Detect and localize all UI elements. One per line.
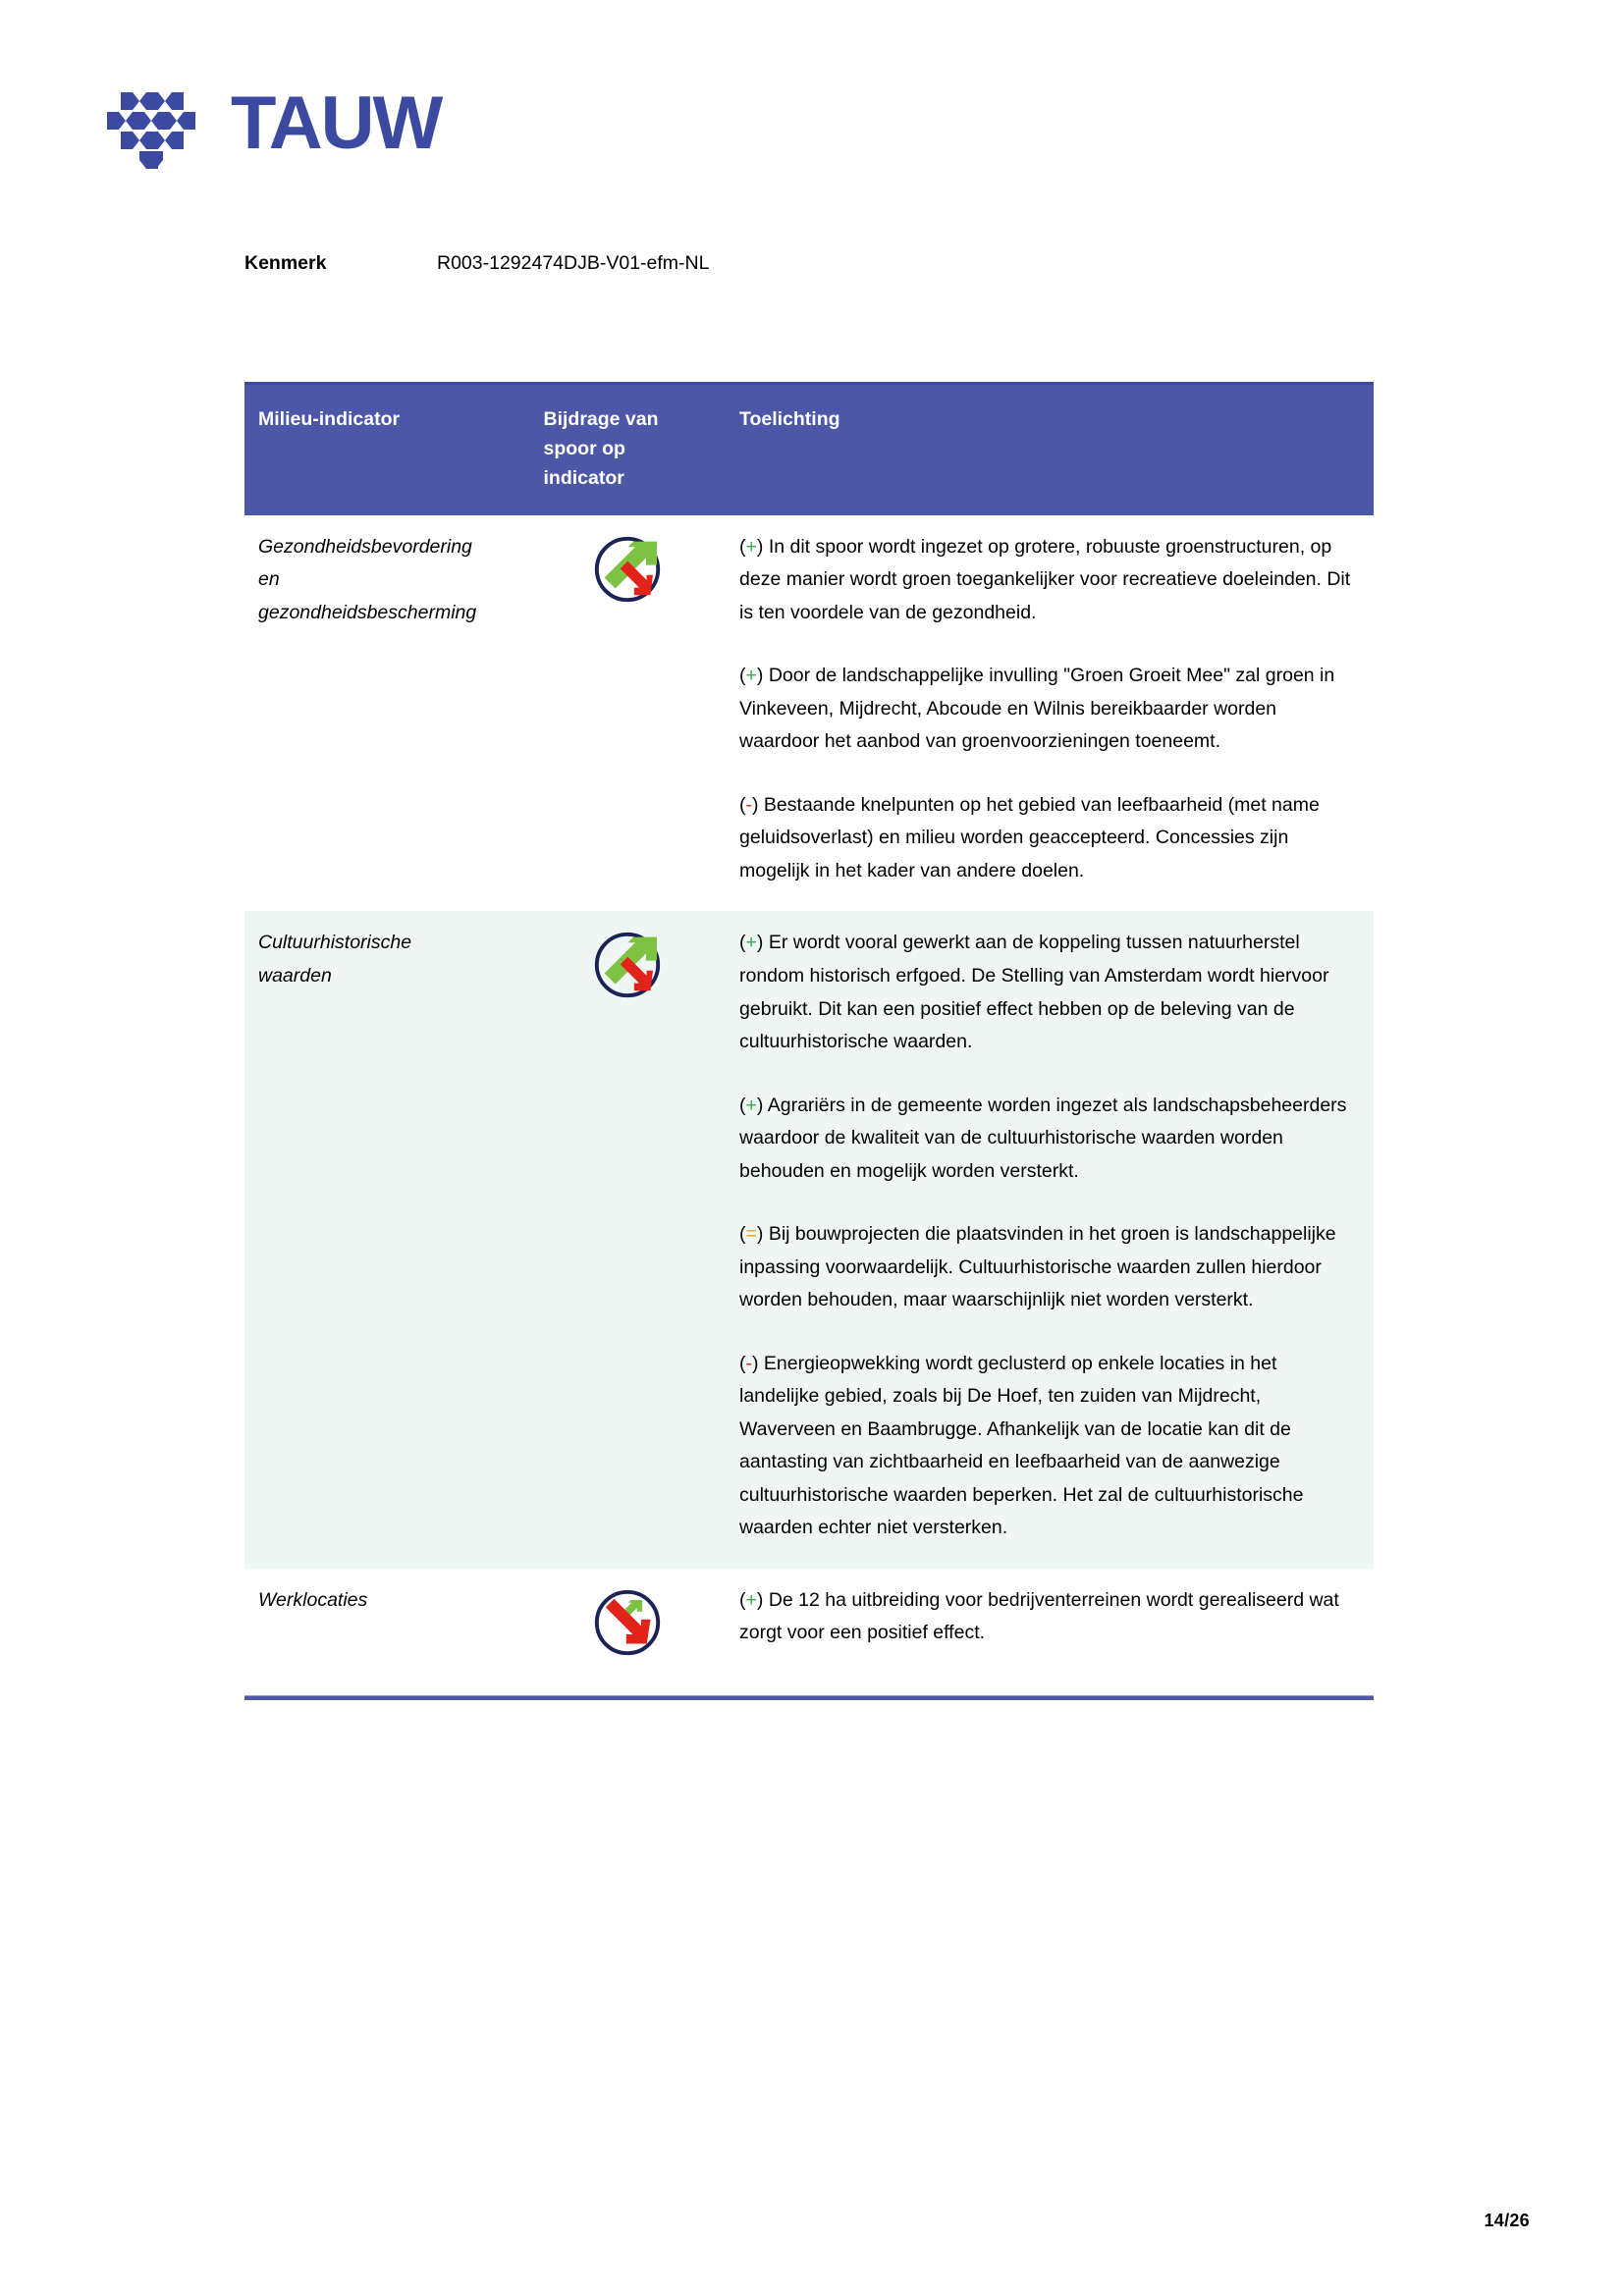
column-header-bijdrage-line-2: spoor op	[543, 438, 625, 460]
arrow-up-green-arrow-down-red-circle-icon	[589, 987, 666, 1008]
kenmerk-label: Kenmerk	[244, 252, 327, 274]
toelichting-paragraph: (+) Er wordt vooral gewerkt aan de koppeling tussen natuurherstel rondom historisch erfgoed. De Stelling van Amsterdam wordt hiervoor gebruikt. Dit kan een positief effect hebben op de beleving van de cultuurhistorische waarden.	[739, 932, 1329, 1053]
brand-wordmark: TAUW	[231, 81, 442, 165]
paragraph-text: Bij bouwprojecten die plaatsvinden in het groen is landschappelijke inpassing voorwaardelijk. Cultuurhistorische waarden zullen hierdoor worden behouden, maar waarschijnlijk niet worden versterkt.	[739, 1223, 1336, 1311]
indicator-line: Werklocaties	[258, 1588, 368, 1611]
paragraph-text: Energieopwekking wordt geclusterd op enkele locaties in het landelijke gebied, zoals bij De Hoef, ten zuiden van Mijdrecht, Waverveen en Baambrugge. Afhankelijk van de locatie kan dit de aantasting van zichtbaarheid en leefbaarheid van de aanwezige cultuurhistorische waarden beperken. Het zal de cultuurhistorische waarden echter niet versterken.	[739, 1352, 1304, 1539]
toelichting-paragraph: (-) Energieopwekking wordt geclusterd op enkele locaties in het landelijke gebied, zoals bij De Hoef, ten zuiden van Mijdrecht, Waverveen en Baambrugge. Afhankelijk van de locatie kan dit de aantasting van zichtbaarheid en leefbaarheid van de aanwezige cultuurhistorische waarden beperken. Het zal de cultuurhistorische waarden echter niet versterken.	[739, 1352, 1304, 1539]
paragraph-text: Door de landschappelijke invulling "Groen Groeit Mee" zal groen in Vinkeveen, Mijdrecht, Abcoude en Wilnis bereikbaarder worden waardoor het aanbod van groenvoorzieningen toeneemt.	[739, 665, 1335, 753]
table-header-row	[244, 384, 1374, 515]
effect-sign-plus: +	[745, 535, 757, 558]
cell-bijdrage-icon	[529, 515, 726, 912]
table-row	[244, 911, 1374, 1569]
indicator-line: Gezondheidsbevordering	[258, 535, 472, 558]
column-header-milieu-indicator: Milieu-indicator	[244, 384, 529, 515]
cell-milieu-indicator	[244, 515, 529, 912]
effect-sign-minus: -	[745, 793, 752, 816]
indicator-line: en	[258, 568, 280, 591]
paragraph-text: Agrariërs in de gemeente worden ingezet als landschapsbeheerders waardoor de kwaliteit van de cultuurhistorische waarden worden behouden en mogelijk worden versterkt.	[739, 1094, 1347, 1182]
indicator-line: Cultuurhistorische	[258, 932, 412, 954]
effect-sign-plus: +	[745, 665, 757, 687]
table-bottom-rule	[244, 1695, 1374, 1700]
kenmerk-value: R003-1292474DJB-V01-efm-NL	[437, 252, 710, 274]
toelichting-paragraph: (=) Bij bouwprojecten die plaatsvinden in het groen is landschappelijke inpassing voorwaardelijk. Cultuurhistorische waarden zullen hierdoor worden behouden, maar waarschijnlijk niet worden versterkt.	[739, 1223, 1336, 1311]
paragraph-text: Bestaande knelpunten op het gebied van leefbaarheid (met name geluidsoverlast) en milieu worden geaccepteerd. Concessies zijn mogelijk in het kader van andere doelen.	[739, 793, 1320, 881]
cell-bijdrage-icon	[529, 911, 726, 1569]
column-header-toelichting: Toelichting	[726, 384, 1374, 515]
paragraph-text: Er wordt vooral gewerkt aan de koppeling tussen natuurherstel rondom historisch erfgoed. De Stelling van Amsterdam wordt hiervoor gebruikt. Dit kan een positief effect hebben op de beleving van de cultuurhistorische waarden.	[739, 932, 1329, 1053]
effect-sign-equal: =	[745, 1223, 757, 1246]
cell-bijdrage-icon	[529, 1569, 726, 1696]
effect-sign-plus: +	[745, 1094, 757, 1116]
column-header-bijdrage-line-1: Bijdrage van	[543, 408, 659, 430]
page-number: 14/26	[1484, 2211, 1530, 2230]
toelichting-paragraph: (+) In dit spoor wordt ingezet op grotere, robuuste groenstructuren, op deze manier wordt groen toegankelijker voor recreatieve doeleinden. Dit is ten voordele van de gezondheid.	[739, 535, 1351, 623]
effect-sign-plus: +	[745, 1588, 757, 1611]
cell-milieu-indicator	[244, 911, 529, 1569]
indicator-line: gezondheidsbescherming	[258, 601, 477, 623]
table-row	[244, 515, 1374, 912]
toelichting-paragraph: (+) Door de landschappelijke invulling "Groen Groeit Mee" zal groen in Vinkeveen, Mijdrecht, Abcoude en Wilnis bereikbaarder worden waardoor het aanbod van groenvoorzieningen toeneemt.	[739, 665, 1335, 753]
column-header-bijdrage-lines	[544, 404, 713, 494]
cell-toelichting	[726, 1569, 1374, 1696]
arrow-down-red-arrow-up-green-circle-icon	[589, 1644, 666, 1666]
brand-masthead	[93, 77, 441, 171]
effect-sign-plus: +	[745, 932, 757, 954]
cell-toelichting	[726, 911, 1374, 1569]
paragraph-text: De 12 ha uitbreiding voor bedrijventerreinen wordt gerealiseerd wat zorgt voor een positief effect.	[739, 1588, 1339, 1644]
column-header-bijdrage-line-3: indicator	[543, 467, 624, 490]
table-row	[244, 1569, 1374, 1696]
paragraph-text: In dit spoor wordt ingezet op grotere, robuuste groenstructuren, op deze manier wordt groen toegankelijker voor recreatieve doeleinden. Dit is ten voordele van de gezondheid.	[739, 535, 1351, 623]
tauw-logo-icon	[93, 77, 209, 171]
indicator-line: waarden	[258, 964, 332, 987]
toelichting-paragraph: (-) Bestaande knelpunten op het gebied van leefbaarheid (met name geluidsoverlast) en milieu worden geaccepteerd. Concessies zijn mogelijk in het kader van andere doelen.	[739, 793, 1320, 881]
toelichting-paragraph: (+) Agrariërs in de gemeente worden ingezet als landschapsbeheerders waardoor de kwaliteit van de cultuurhistorische waarden worden behouden en mogelijk worden versterkt.	[739, 1094, 1347, 1182]
table-header	[244, 384, 1374, 515]
arrow-up-green-arrow-down-red-circle-icon	[589, 591, 666, 613]
milieu-indicator-table	[244, 382, 1374, 1695]
table-body	[244, 515, 1374, 1696]
cell-toelichting	[726, 515, 1374, 912]
cell-milieu-indicator	[244, 1569, 529, 1696]
kenmerk-row	[244, 252, 709, 275]
effect-sign-minus: -	[745, 1352, 752, 1374]
toelichting-paragraph: (+) De 12 ha uitbreiding voor bedrijventerreinen wordt gerealiseerd wat zorgt voor een positief effect.	[739, 1588, 1339, 1644]
column-header-bijdrage	[529, 384, 726, 515]
